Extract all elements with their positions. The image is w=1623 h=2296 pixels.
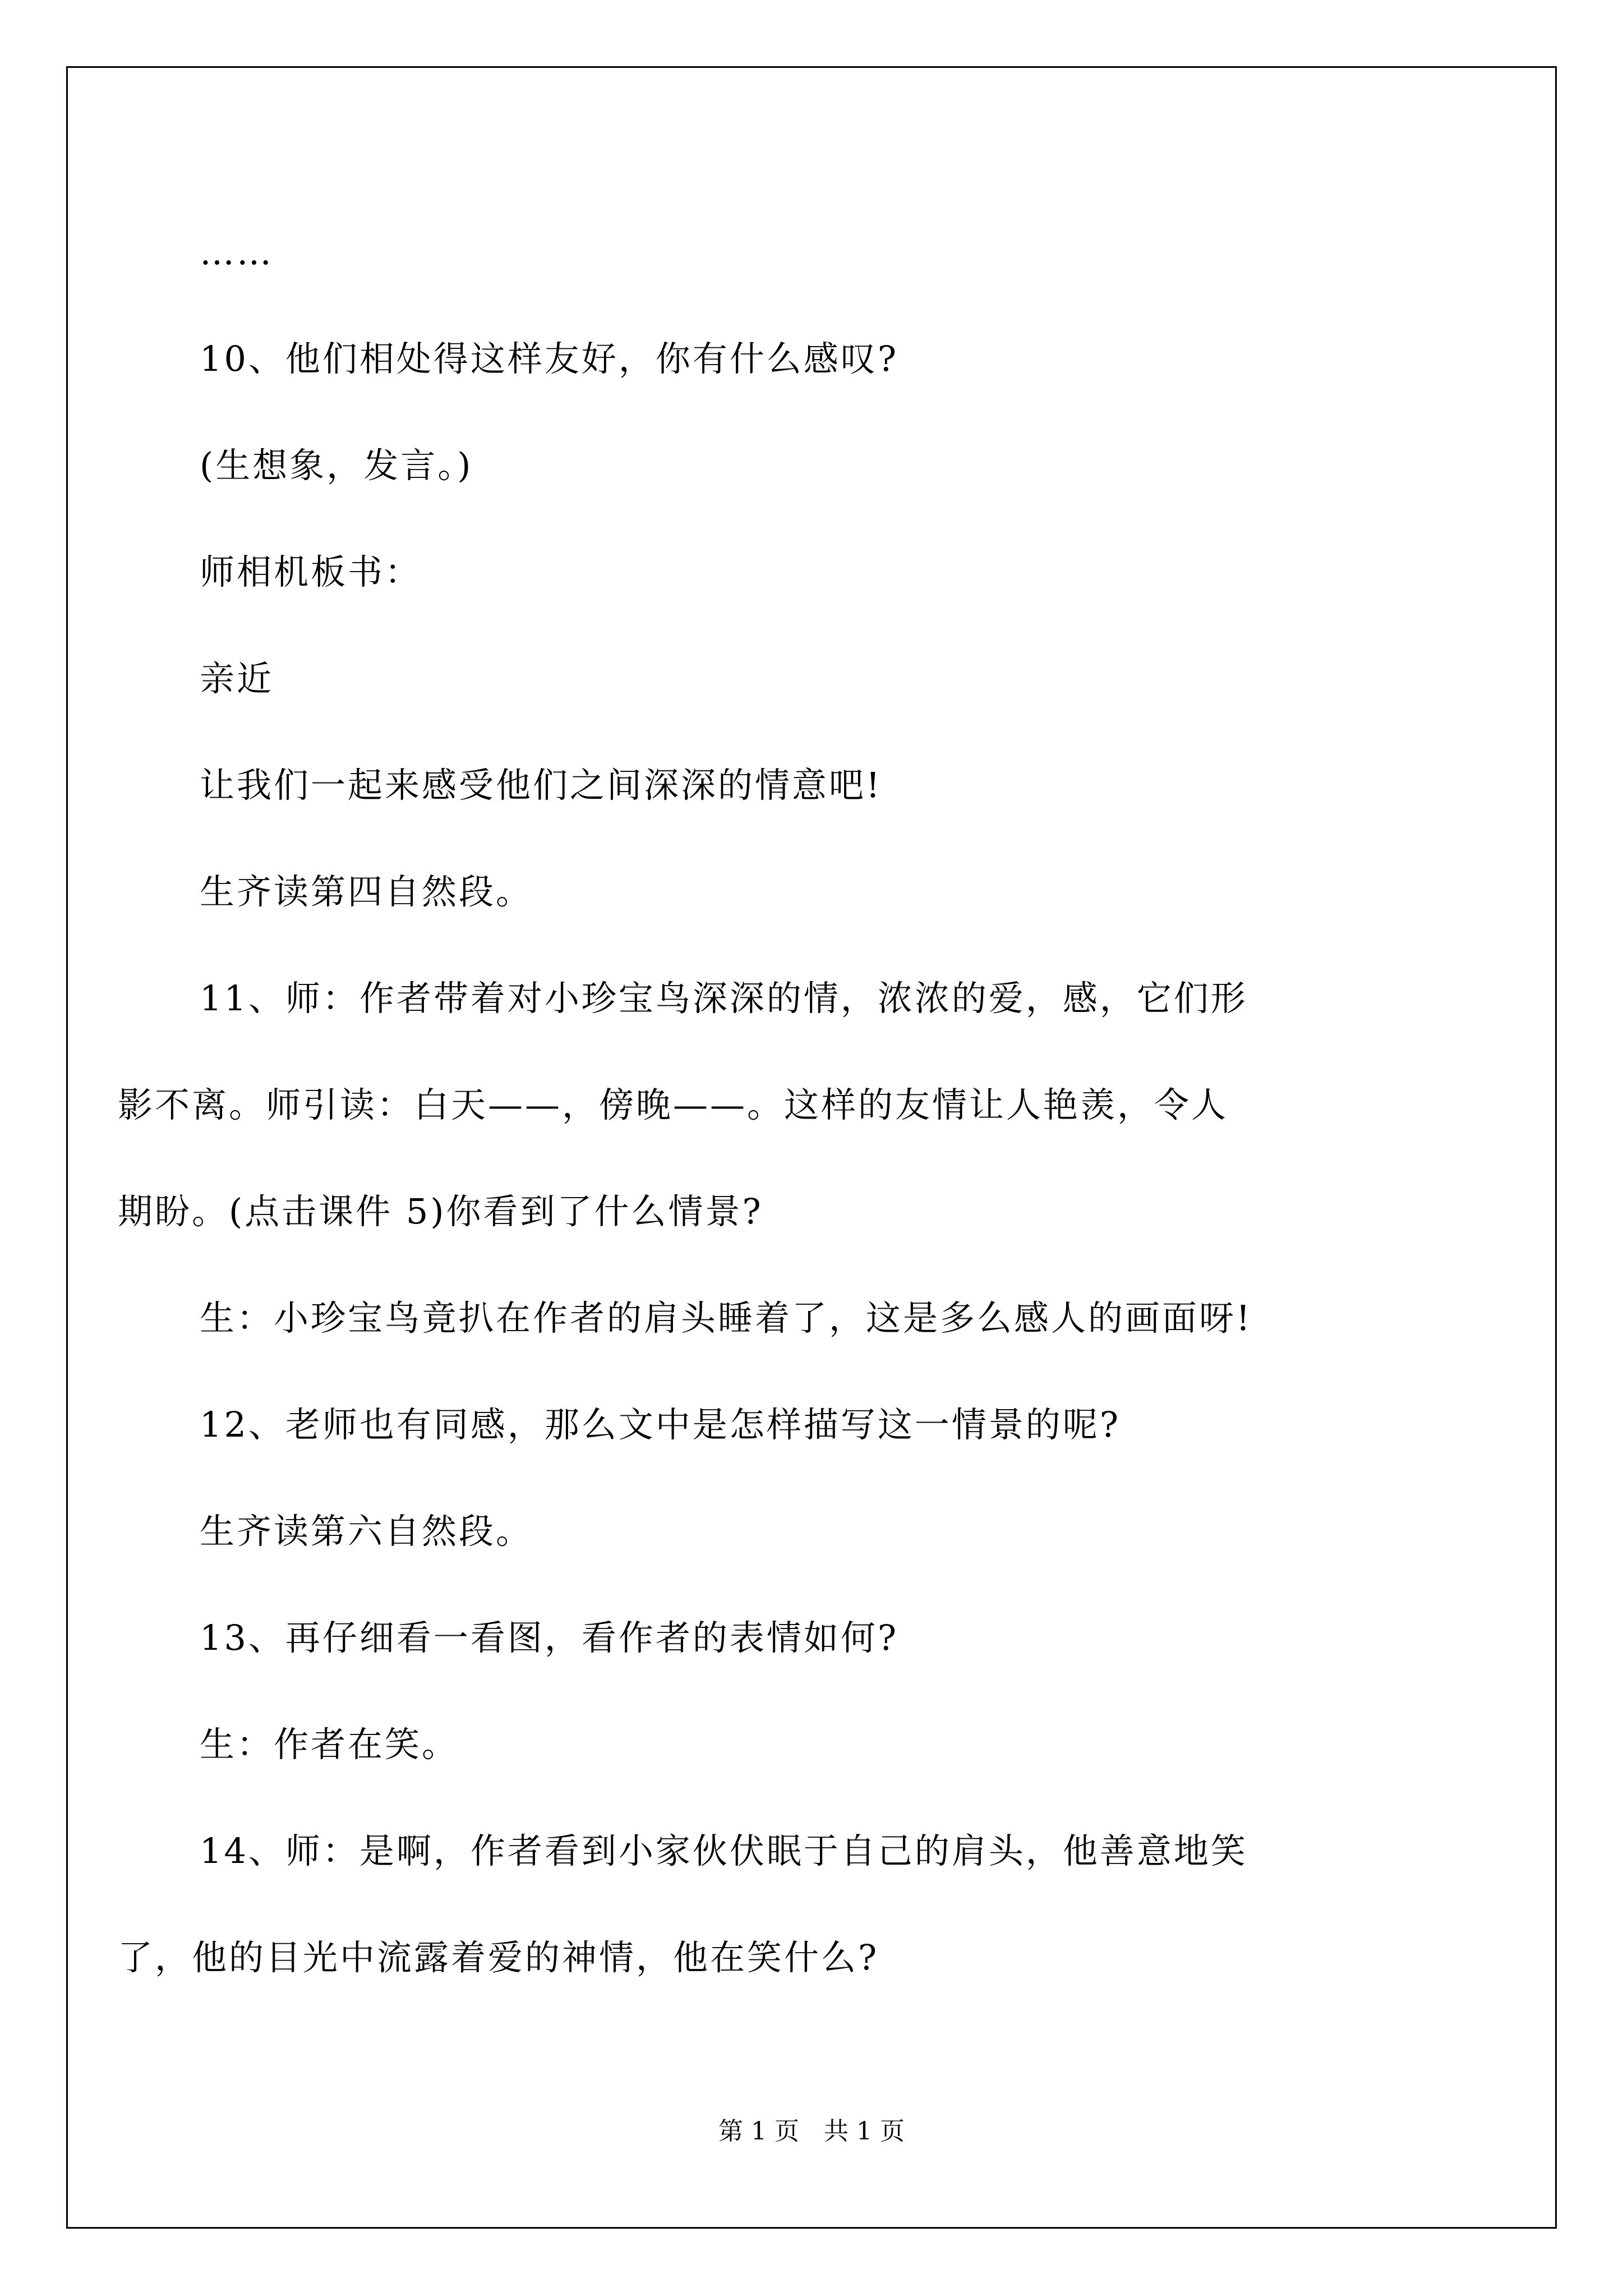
paragraph-13: 13、再仔细看一看图，看作者的表情如何? <box>200 1617 899 1658</box>
page-footer: 第 1 页 共 1 页 <box>718 2117 905 2146</box>
paragraph-11-line-1: 11、师：作者带着对小珍宝鸟深深的情，浓浓的爱，感，它们形 <box>200 978 1248 1019</box>
paragraph-feel-together: 让我们一起来感受他们之间深深的情意吧! <box>200 765 882 806</box>
paragraph-read-sixth: 生齐读第六自然段。 <box>200 1511 533 1552</box>
paragraph-14-line-1: 14、师：是啊，作者看到小家伙伏眠于自己的肩头，他善意地笑 <box>200 1830 1248 1871</box>
paragraph-student-shoulder: 生：小珍宝鸟竟扒在作者的肩头睡着了，这是多么感人的画面呀! <box>200 1297 1252 1338</box>
paragraph-12: 12、老师也有同感，那么文中是怎样描写这一情景的呢? <box>200 1404 1121 1445</box>
paragraph-student-imagine: (生想象，发言。) <box>200 445 473 486</box>
paragraph-read-fourth: 生齐读第四自然段。 <box>200 871 533 912</box>
paragraph-14-line-2: 了，他的目光中流露着爱的神情，他在笑什么? <box>118 1937 879 1978</box>
paragraph-11-line-3: 期盼。(点击课件 5)你看到了什么情景? <box>118 1191 763 1232</box>
paragraph-11-line-2: 影不离。师引读：白天——，傍晚——。这样的友情让人艳羡，令人 <box>118 1084 1229 1125</box>
paragraph-author-smiling: 生：作者在笑。 <box>200 1724 459 1765</box>
paragraph-board-writing: 师相机板书： <box>200 551 422 592</box>
paragraph-ellipsis: …… <box>200 232 274 273</box>
paragraph-11 <box>118 945 1433 1265</box>
paragraph-qinjin: 亲近 <box>200 658 274 699</box>
paragraph-14 <box>118 1798 1433 2011</box>
paragraph-10: 10、他们相处得这样友好，你有什么感叹? <box>200 338 899 379</box>
